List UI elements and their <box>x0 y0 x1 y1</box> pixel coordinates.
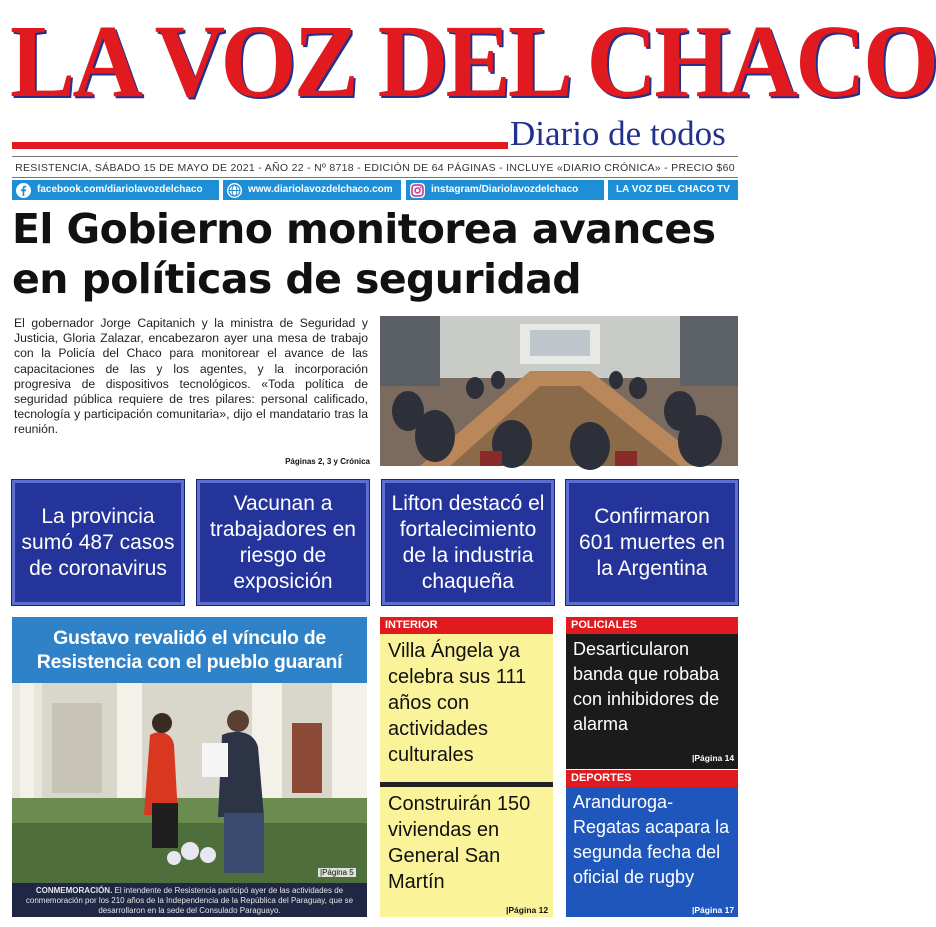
deportes-block[interactable] <box>566 770 738 917</box>
lead-body: El gobernador Jorge Capitanich y la ministra de Seguridad y Justicia, Gloria Zalazar, encabezaron ayer una mesa de trabajo con la Policía del Chaco para monitorear el avance de las capacitaciones de las y los agentes, y la incorporación progresiva de dispositivos tecnológicos. «Toda política de seguridad pública requiere de tres pilares: personal calificado, tecnología y participación comunitaria», dijo el mandatario tras la reunión. <box>14 316 368 437</box>
news-box-vaccination[interactable]: Vacunan a trabajadores en riesgo de exposición <box>197 480 369 605</box>
policiales-story: Desarticularon banda que robaba con inhibidores de alarma <box>573 639 720 734</box>
facebook-link[interactable] <box>12 180 219 200</box>
interior-block-1[interactable] <box>380 617 553 782</box>
interior-story-2: Construirán 150 viviendas en General San Martín <box>388 793 531 893</box>
masthead-title: LA VOZ DEL CHACO <box>10 4 936 119</box>
news-box-deaths[interactable]: Confirmaron 601 muertes en la Argentina <box>566 480 738 605</box>
website-link[interactable] <box>223 180 401 200</box>
instagram-link-text: instagram/Diariolavozdelchaco <box>431 184 579 195</box>
feature-caption <box>12 883 367 917</box>
instagram-link[interactable] <box>406 180 604 200</box>
interior-section-label: INTERIOR <box>380 617 553 634</box>
edition-rule <box>12 156 738 157</box>
masthead-red-bar <box>12 142 508 149</box>
consulate-photo <box>12 683 367 883</box>
feature-page-reference: |Página 5 <box>320 868 354 877</box>
feature-headline[interactable]: Gustavo revalidó el vínculo de Resistencia con el pueblo guaraní <box>12 617 367 683</box>
news-box-coronavirus[interactable]: La provincia sumó 487 casos de coronavirus <box>12 480 184 605</box>
interior-page-reference: |Página 12 <box>506 905 549 915</box>
feature-caption-label: CONMEMORACIÓN. <box>35 886 113 895</box>
policiales-page-reference: |Página 14 <box>692 753 735 763</box>
edition-line: RESISTENCIA, SÁBADO 15 DE MAYO DE 2021 - AÑO 22 - Nº 8718 - EDICIÓN DE 64 PÁGINAS - INCLUYE «DIARIO CRÓNICA» - PRECIO $60 <box>15 162 735 174</box>
edition-rule <box>12 177 738 178</box>
meeting-photo <box>380 316 738 466</box>
globe-icon <box>227 183 242 198</box>
website-link-text: www.diariolavozdelchaco.com <box>248 184 393 195</box>
lead-headline[interactable]: El Gobierno monitorea avances en políticas de seguridad <box>12 205 716 303</box>
interior-block-2[interactable] <box>380 787 553 917</box>
facebook-icon <box>16 183 31 198</box>
news-box-industry[interactable]: Lifton destacó el fortalecimiento de la industria chaqueña <box>382 480 554 605</box>
tv-link-text: LA VOZ DEL CHACO TV <box>616 184 730 195</box>
facebook-link-text: facebook.com/diariolavozdelchaco <box>37 184 203 195</box>
lead-page-reference: Páginas 2, 3 y Crónica <box>285 457 370 466</box>
interior-story-1: Villa Ángela ya celebra sus 111 años con actividades culturales <box>388 640 527 766</box>
instagram-icon <box>410 183 425 198</box>
feature-caption-text: El intendente de Resistencia participó ayer de las actividades de conmemoración por los 210 años de la Independencia de la República del Paraguay, que se desarrollaron en la sede del Consulado Paraguayo. <box>25 886 354 915</box>
deportes-section-label: DEPORTES <box>566 770 738 787</box>
policiales-section-label: POLICIALES <box>566 617 738 634</box>
masthead-tagline: Diario de todos <box>510 114 726 153</box>
deportes-page-reference: |Página 17 <box>692 905 735 915</box>
policiales-block[interactable] <box>566 617 738 769</box>
tv-link[interactable] <box>608 180 738 200</box>
deportes-story: Aranduroga-Regatas acapara la segunda fecha del oficial de rugby <box>573 792 730 887</box>
